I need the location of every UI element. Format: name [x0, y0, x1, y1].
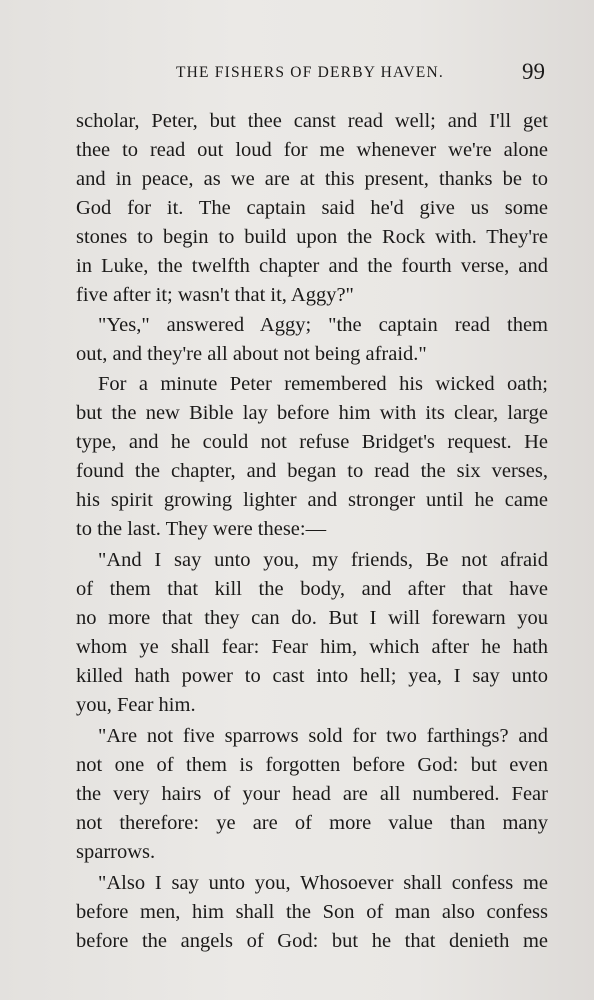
- text-line: not one of them is forgotten before God: but even: [76, 754, 548, 776]
- text-line: thee to read out loud for me whenever we're alone: [76, 139, 548, 161]
- text-line: God for it. The captain said he'd give us some: [76, 197, 548, 219]
- text-line: no more that they can do. But I will forewarn you: [76, 607, 548, 629]
- text-line: out, and they're all about not being afraid.": [76, 343, 427, 365]
- text-line: before men, him shall the Son of man also confess: [76, 901, 548, 923]
- paragraph-first-line: "Also I say unto you, Whosoever shall confess me: [98, 872, 548, 894]
- text-line: of them that kill the body, and after that have: [76, 578, 548, 600]
- paragraph-first-line: "Yes," answered Aggy; "the captain read them: [98, 314, 548, 336]
- text-line: but the new Bible lay before him with its clear, large: [76, 402, 548, 424]
- paragraph-first-line: For a minute Peter remembered his wicked oath;: [98, 373, 548, 395]
- text-line: five after it; wasn't that it, Aggy?": [76, 284, 354, 306]
- text-line: before the angels of God: but he that denieth me: [76, 930, 548, 952]
- text-line: and in peace, as we are at this present, thanks be to: [76, 168, 548, 190]
- text-line: found the chapter, and began to read the six verses,: [76, 460, 548, 482]
- paragraph-first-line: "And I say unto you, my friends, Be not afraid: [98, 549, 548, 571]
- text-line: scholar, Peter, but thee canst read well; and I'll get: [76, 110, 548, 132]
- text-line: type, and he could not refuse Bridget's request. He: [76, 431, 548, 453]
- page-number: 99: [522, 59, 545, 84]
- text-line: sparrows.: [76, 841, 156, 863]
- text-line: not therefore: ye are of more value than many: [76, 812, 548, 834]
- text-line: to the last. They were these:—: [76, 518, 327, 540]
- text-line: stones to begin to build upon the Rock with. They're: [76, 226, 548, 248]
- text-line: killed hath power to cast into hell; yea, I say unto: [76, 665, 548, 687]
- text-line: his spirit growing lighter and stronger until he came: [76, 489, 548, 511]
- paragraph-first-line: "Are not five sparrows sold for two farthings? and: [98, 725, 548, 747]
- running-head: THE FISHERS OF DERBY HAVEN.: [176, 64, 444, 81]
- text-line: you, Fear him.: [76, 694, 196, 716]
- text-line: in Luke, the twelfth chapter and the fourth verse, and: [76, 255, 548, 277]
- text-line: whom ye shall fear: Fear him, which after he hath: [76, 636, 548, 658]
- text-line: the very hairs of your head are all numbered. Fear: [76, 783, 548, 805]
